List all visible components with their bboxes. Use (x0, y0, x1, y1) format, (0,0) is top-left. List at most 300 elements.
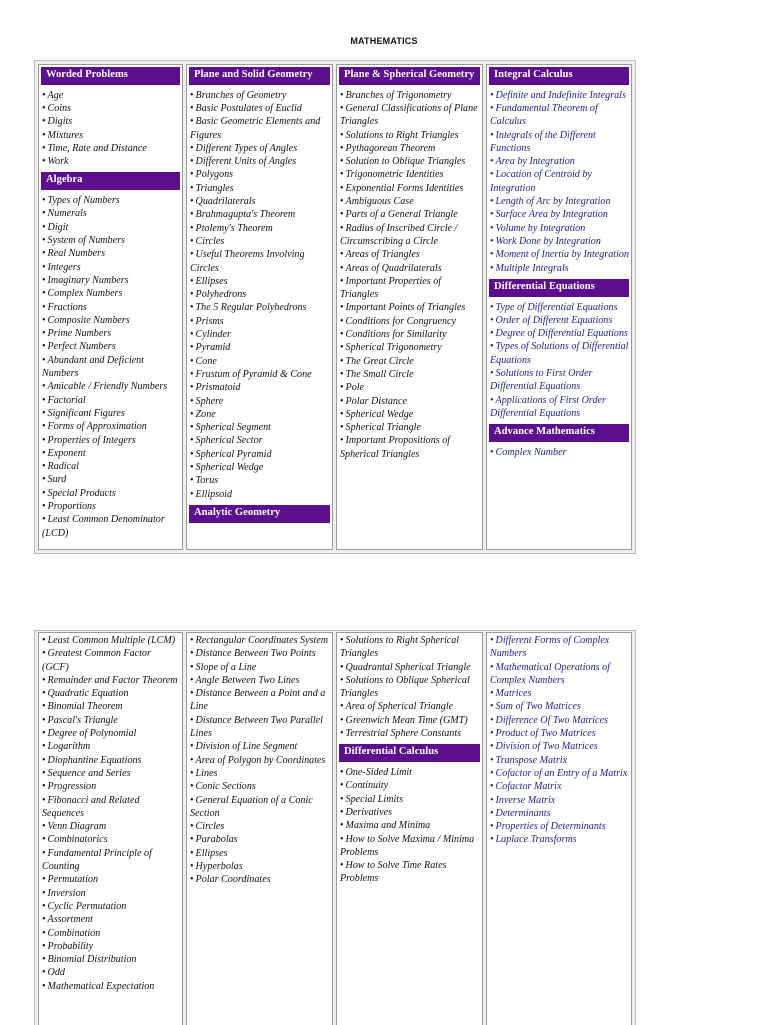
topic-item[interactable] (190, 381, 330, 394)
topic-item[interactable] (340, 222, 480, 249)
topic-item[interactable] (190, 767, 330, 780)
topic-item[interactable] (190, 248, 330, 275)
topic-label: Ptolemy's Theorem (195, 222, 273, 234)
bullet-icon: • (42, 314, 46, 326)
topic-item[interactable] (42, 833, 180, 846)
bullet-icon: • (190, 661, 194, 673)
topic-item[interactable] (190, 820, 330, 833)
topic-item[interactable] (490, 687, 629, 700)
bullet-icon: • (42, 914, 46, 926)
topic-item[interactable] (42, 221, 180, 234)
topic-item[interactable] (42, 380, 180, 393)
topic-label: Prime Numbers (47, 328, 112, 340)
topic-item[interactable] (190, 674, 330, 687)
topic-item[interactable] (340, 89, 480, 102)
bullet-icon: • (42, 514, 46, 526)
bullet-icon: • (490, 169, 494, 181)
topic-list (39, 88, 182, 171)
bullet-icon: • (190, 142, 194, 154)
topic-label: Basic Geometric Elements and Figures (190, 116, 321, 141)
topic-item[interactable] (490, 820, 629, 833)
topic-item[interactable] (490, 235, 629, 248)
topic-item[interactable] (42, 780, 180, 793)
topic-label: Pole (345, 382, 365, 394)
topic-item[interactable] (42, 155, 180, 168)
topic-label: Branches of Trigonometry (345, 89, 452, 101)
topic-label: Area of Polygon by Coordinates (195, 754, 326, 766)
topic-item[interactable] (190, 368, 330, 381)
topic-label: Forms of Approximation (47, 421, 147, 433)
bullet-icon: • (190, 448, 194, 460)
topics-table-part-1 (34, 60, 636, 554)
bullet-icon: • (42, 461, 46, 473)
topic-label: Parts of a General Triangle (345, 209, 458, 221)
topic-item[interactable] (190, 448, 330, 461)
topic-label: How to Solve Maxima / Minima Problems (340, 833, 475, 858)
topic-item[interactable] (42, 927, 180, 940)
bullet-icon: • (190, 741, 194, 753)
bullet-icon: • (490, 714, 494, 726)
topic-label: Least Common Multiple (LCM) (47, 635, 176, 646)
topic-label: Progression (47, 781, 97, 793)
topic-item[interactable] (340, 275, 480, 302)
topic-item[interactable] (190, 860, 330, 873)
topic-item[interactable] (190, 647, 330, 660)
topic-item[interactable] (190, 195, 330, 208)
topic-item[interactable] (490, 340, 629, 367)
topic-item[interactable] (340, 341, 480, 354)
topic-item[interactable] (42, 314, 180, 327)
topic-item[interactable] (42, 473, 180, 486)
topic-label: Types of Numbers (47, 195, 120, 207)
bullet-icon: • (190, 116, 194, 128)
topic-item[interactable] (490, 767, 629, 780)
topic-item[interactable] (190, 780, 330, 793)
bullet-icon: • (340, 408, 344, 420)
topic-item[interactable] (490, 314, 629, 327)
topic-item[interactable] (490, 155, 629, 168)
bullet-icon: • (490, 301, 494, 313)
column-calculus (486, 64, 632, 550)
topic-label: Solutions to Right Triangles (345, 129, 459, 141)
topic-item[interactable] (340, 793, 480, 806)
topic-item[interactable] (42, 354, 180, 381)
topic-item[interactable] (340, 766, 480, 779)
topic-item[interactable] (190, 301, 330, 314)
topic-item[interactable] (490, 195, 629, 208)
topic-label: Surd (47, 474, 67, 486)
topic-item[interactable] (42, 687, 180, 700)
topic-item[interactable] (340, 779, 480, 792)
topic-label: The Small Circle (345, 368, 414, 380)
topic-item[interactable] (42, 847, 180, 874)
bullet-icon: • (42, 354, 46, 366)
topic-item[interactable] (340, 355, 480, 368)
topic-label: Amicable / Friendly Numbers (47, 381, 168, 393)
topic-item[interactable] (490, 833, 629, 846)
topic-item[interactable] (42, 513, 180, 540)
topic-item[interactable] (42, 740, 180, 753)
topic-item[interactable] (490, 807, 629, 820)
topic-label: Solutions to Oblique Spherical Triangles (340, 674, 470, 700)
topic-label: Important Propositions of Spherical Triangles (340, 435, 451, 460)
bullet-icon: • (190, 674, 194, 686)
topic-item[interactable] (340, 421, 480, 434)
bullet-icon: • (340, 355, 344, 367)
topic-item[interactable] (42, 887, 180, 900)
bullet-icon: • (42, 103, 46, 114)
topic-item[interactable] (340, 806, 480, 819)
topic-label: Sphere (195, 395, 224, 407)
topic-item[interactable] (42, 754, 180, 767)
column-geometry (186, 64, 333, 550)
topic-item[interactable] (190, 341, 330, 354)
bullet-icon: • (190, 235, 194, 247)
topic-item[interactable] (42, 274, 180, 287)
topic-label: Mixtures (47, 129, 84, 141)
topic-item[interactable] (190, 434, 330, 447)
topic-item[interactable] (42, 89, 180, 102)
topic-item[interactable] (490, 129, 629, 156)
topic-item[interactable] (340, 248, 480, 261)
topic-item[interactable] (42, 287, 180, 300)
topic-item[interactable] (340, 395, 480, 408)
bullet-icon: • (340, 806, 344, 818)
topic-label: Spherical Wedge (345, 408, 414, 420)
topic-item[interactable] (340, 328, 480, 341)
topic-item[interactable] (340, 155, 480, 168)
topic-item[interactable] (490, 102, 629, 129)
topic-label: Solutions to First Order Differential Equations (490, 368, 593, 393)
topic-label: Division of Line Segment (195, 741, 298, 753)
topic-item[interactable] (190, 661, 330, 674)
topic-label: Radius of Inscribed Circle / Circumscribing a Circle (340, 222, 458, 247)
topic-item[interactable] (490, 661, 629, 688)
topic-item[interactable] (190, 355, 330, 368)
topic-label: Properties of Determinants (495, 821, 606, 833)
topic-label: Spherical Sector (195, 435, 263, 447)
topic-item[interactable] (42, 102, 180, 115)
bullet-icon: • (42, 116, 46, 128)
bullet-icon: • (490, 209, 494, 221)
topic-item[interactable] (490, 208, 629, 221)
topic-item[interactable] (42, 714, 180, 727)
topic-item[interactable] (340, 301, 480, 314)
topic-item[interactable] (490, 168, 629, 195)
topic-item[interactable] (490, 714, 629, 727)
topic-label: Complex Numbers (47, 288, 123, 300)
topic-item[interactable] (490, 740, 629, 753)
topic-item[interactable] (490, 367, 629, 394)
section-header-differential-equations: Differential Equations (489, 279, 629, 297)
topic-item[interactable] (340, 315, 480, 328)
bullet-icon: • (490, 821, 494, 833)
topic-item[interactable] (42, 327, 180, 340)
topic-item[interactable] (490, 794, 629, 807)
topic-item[interactable] (42, 247, 180, 260)
topic-item[interactable] (42, 913, 180, 926)
topic-item[interactable] (190, 315, 330, 328)
topic-label: Time, Rate and Distance (47, 142, 147, 154)
topic-item[interactable] (42, 674, 180, 687)
topic-label: General Classifications of Plane Triangles (340, 103, 478, 128)
topic-item[interactable] (190, 408, 330, 421)
topic-label: Pyramid (195, 342, 231, 354)
bullet-icon: • (340, 860, 344, 872)
topic-label: Trigonometric Identities (345, 169, 444, 181)
topic-item[interactable] (190, 873, 330, 886)
topic-item[interactable] (190, 208, 330, 221)
topic-item[interactable] (340, 168, 480, 181)
topic-item[interactable] (490, 394, 629, 421)
topic-label: Inverse Matrix (495, 794, 556, 806)
topic-item[interactable] (190, 421, 330, 434)
bullet-icon: • (190, 156, 194, 168)
topic-list (487, 445, 631, 461)
topic-item[interactable] (42, 873, 180, 886)
bullet-icon: • (340, 262, 344, 274)
topic-item[interactable] (490, 754, 629, 767)
bullet-icon: • (190, 368, 194, 380)
bullet-icon: • (490, 767, 494, 779)
topic-item[interactable] (42, 820, 180, 833)
bullet-icon: • (340, 222, 344, 234)
bullet-icon: • (490, 834, 494, 846)
topic-item[interactable] (190, 102, 330, 115)
bullet-icon: • (190, 315, 194, 327)
bullet-icon: • (190, 329, 194, 341)
topic-item[interactable] (42, 727, 180, 740)
topic-item[interactable] (340, 819, 480, 832)
topic-label: Useful Theorems Involving Circles (190, 249, 305, 274)
topic-item[interactable] (190, 182, 330, 195)
bullet-icon: • (42, 341, 46, 353)
bullet-icon: • (190, 169, 194, 181)
topic-item[interactable] (42, 900, 180, 913)
topic-label: Factorial (47, 394, 86, 406)
topic-item[interactable] (340, 700, 480, 713)
topic-item[interactable] (340, 129, 480, 142)
topic-item[interactable] (42, 700, 180, 713)
topic-label: Polar Distance (345, 395, 407, 407)
bullet-icon: • (42, 421, 46, 433)
topic-item[interactable] (340, 208, 480, 221)
topic-item[interactable] (42, 420, 180, 433)
bullet-icon: • (42, 887, 46, 899)
topic-item[interactable] (340, 368, 480, 381)
section-header-integral-calculus: Integral Calculus (489, 67, 629, 85)
topic-item[interactable] (190, 142, 330, 155)
topic-label: Degree of Polynomial (47, 728, 137, 740)
bullet-icon: • (42, 288, 46, 300)
topic-item[interactable] (190, 328, 330, 341)
topic-item[interactable] (42, 447, 180, 460)
bullet-icon: • (340, 382, 344, 394)
bullet-icon: • (42, 328, 46, 340)
bullet-icon: • (190, 861, 194, 873)
topic-item[interactable] (42, 953, 180, 966)
bullet-icon: • (42, 648, 46, 660)
topic-item[interactable] (340, 434, 480, 461)
topic-item[interactable] (190, 488, 330, 501)
topic-label: Binomial Theorem (47, 701, 123, 713)
topic-item[interactable] (340, 195, 480, 208)
topic-item[interactable] (490, 446, 629, 459)
topic-label: Least Common Denominator (LCD) (42, 514, 165, 539)
topic-item[interactable] (42, 767, 180, 780)
bullet-icon: • (42, 728, 46, 740)
bullet-icon: • (190, 688, 194, 700)
topic-label: Laplace Transforms (495, 834, 577, 846)
topic-item[interactable] (190, 115, 330, 142)
bullet-icon: • (42, 741, 46, 753)
bullet-icon: • (490, 446, 494, 458)
topic-label: Terrestrial Sphere Constants (345, 728, 462, 740)
topic-item[interactable] (42, 261, 180, 274)
bullet-icon: • (340, 182, 344, 194)
topic-label: Digits (47, 116, 73, 128)
topic-item[interactable] (340, 833, 480, 860)
topic-item[interactable] (42, 940, 180, 953)
topic-label: Ellipses (195, 275, 228, 287)
topic-list (187, 88, 332, 503)
bullet-icon: • (42, 434, 46, 446)
topic-label: Mathematical Expectation (47, 980, 155, 992)
topic-item[interactable] (190, 714, 330, 741)
topic-item[interactable] (190, 168, 330, 181)
topic-item[interactable] (42, 142, 180, 155)
topic-item[interactable] (42, 340, 180, 353)
bullet-icon: • (490, 728, 494, 740)
topic-item[interactable] (490, 262, 629, 275)
topic-item[interactable] (190, 740, 330, 753)
bullet-icon: • (340, 302, 344, 314)
bullet-icon: • (340, 103, 344, 114)
topic-item[interactable] (190, 461, 330, 474)
topic-item[interactable] (42, 194, 180, 207)
topic-item[interactable] (42, 794, 180, 821)
topic-item[interactable] (190, 833, 330, 846)
topic-label: Area by Integration (495, 156, 575, 168)
topic-item[interactable] (190, 235, 330, 248)
topic-item[interactable] (42, 115, 180, 128)
topic-item[interactable] (42, 234, 180, 247)
bullet-icon: • (490, 328, 494, 340)
bullet-icon: • (340, 275, 344, 287)
topic-item[interactable] (490, 780, 629, 793)
topic-label: System of Numbers (47, 235, 125, 247)
topic-label: Torus (195, 475, 219, 487)
topic-item[interactable] (490, 248, 629, 261)
section-header-advance-mathematics: Advance Mathematics (489, 424, 629, 442)
topic-label: Pascal's Triangle (47, 714, 118, 726)
topic-item[interactable] (190, 687, 330, 714)
topic-label: Areas of Quadrilaterals (345, 262, 442, 274)
bullet-icon: • (340, 142, 344, 154)
bullet-icon: • (190, 395, 194, 407)
topic-item[interactable] (190, 275, 330, 288)
topic-label: One-Sided Limit (345, 767, 412, 779)
topic-item[interactable] (190, 794, 330, 821)
topic-item[interactable] (190, 89, 330, 102)
topic-item[interactable] (340, 634, 480, 661)
topic-item[interactable] (42, 980, 180, 993)
bullet-icon: • (190, 462, 194, 474)
topic-item[interactable] (490, 634, 629, 661)
topic-label: Volume by Integration (495, 222, 586, 234)
topic-item[interactable] (340, 674, 480, 701)
topic-item[interactable] (490, 327, 629, 340)
topic-item[interactable] (42, 301, 180, 314)
topic-item[interactable] (340, 142, 480, 155)
topic-item[interactable] (190, 474, 330, 487)
topic-item[interactable] (42, 647, 180, 674)
topic-item[interactable] (490, 301, 629, 314)
topic-item[interactable] (340, 661, 480, 674)
topic-item[interactable] (42, 500, 180, 513)
topic-label: Different Types of Angles (195, 142, 298, 154)
topic-item[interactable] (190, 222, 330, 235)
topic-item[interactable] (190, 288, 330, 301)
topic-list (337, 88, 482, 463)
topic-label: Ellipses (195, 847, 228, 859)
bullet-icon: • (42, 195, 46, 207)
bullet-icon: • (42, 847, 46, 859)
topic-item[interactable] (490, 222, 629, 235)
topic-item[interactable] (490, 700, 629, 713)
topic-item[interactable] (42, 207, 180, 220)
topic-item[interactable] (340, 859, 480, 886)
topic-item[interactable] (340, 102, 480, 129)
topic-item[interactable] (190, 847, 330, 860)
section-header-plane-spherical-geometry: Plane & Spherical Geometry (339, 67, 480, 85)
topic-label: Pythagorean Theorem (345, 142, 436, 154)
topic-item[interactable] (190, 155, 330, 168)
topic-item[interactable] (42, 966, 180, 979)
bullet-icon: • (190, 196, 194, 208)
topic-item[interactable] (42, 460, 180, 473)
topic-item[interactable] (190, 634, 330, 647)
topic-item[interactable] (42, 129, 180, 142)
topic-item[interactable] (340, 381, 480, 394)
bullet-icon: • (340, 661, 344, 673)
topic-item[interactable] (42, 407, 180, 420)
topic-item[interactable] (42, 634, 180, 647)
topic-label: Location of Centroid by Integration (490, 169, 592, 194)
topic-label: Product of Two Matrices (495, 728, 596, 740)
bullet-icon: • (490, 222, 494, 234)
topic-item[interactable] (340, 727, 480, 740)
topic-item[interactable] (490, 89, 629, 102)
topic-item[interactable] (42, 394, 180, 407)
topic-item[interactable] (340, 408, 480, 421)
column-algebra-continued (38, 632, 183, 1025)
topic-label: Distance Between Two Parallel Lines (190, 714, 323, 740)
topic-list (39, 193, 182, 542)
topic-item[interactable] (340, 182, 480, 195)
topic-item[interactable] (340, 714, 480, 727)
topic-item[interactable] (190, 395, 330, 408)
topic-label: How to Solve Time Rates Problems (340, 860, 447, 885)
bullet-icon: • (490, 103, 494, 114)
topic-item[interactable] (42, 434, 180, 447)
bullet-icon: • (340, 728, 344, 740)
topic-item[interactable] (340, 262, 480, 275)
topic-item[interactable] (42, 487, 180, 500)
topic-label: The 5 Regular Polyhedrons (195, 302, 307, 314)
topic-item[interactable] (490, 727, 629, 740)
topic-item[interactable] (190, 754, 330, 767)
